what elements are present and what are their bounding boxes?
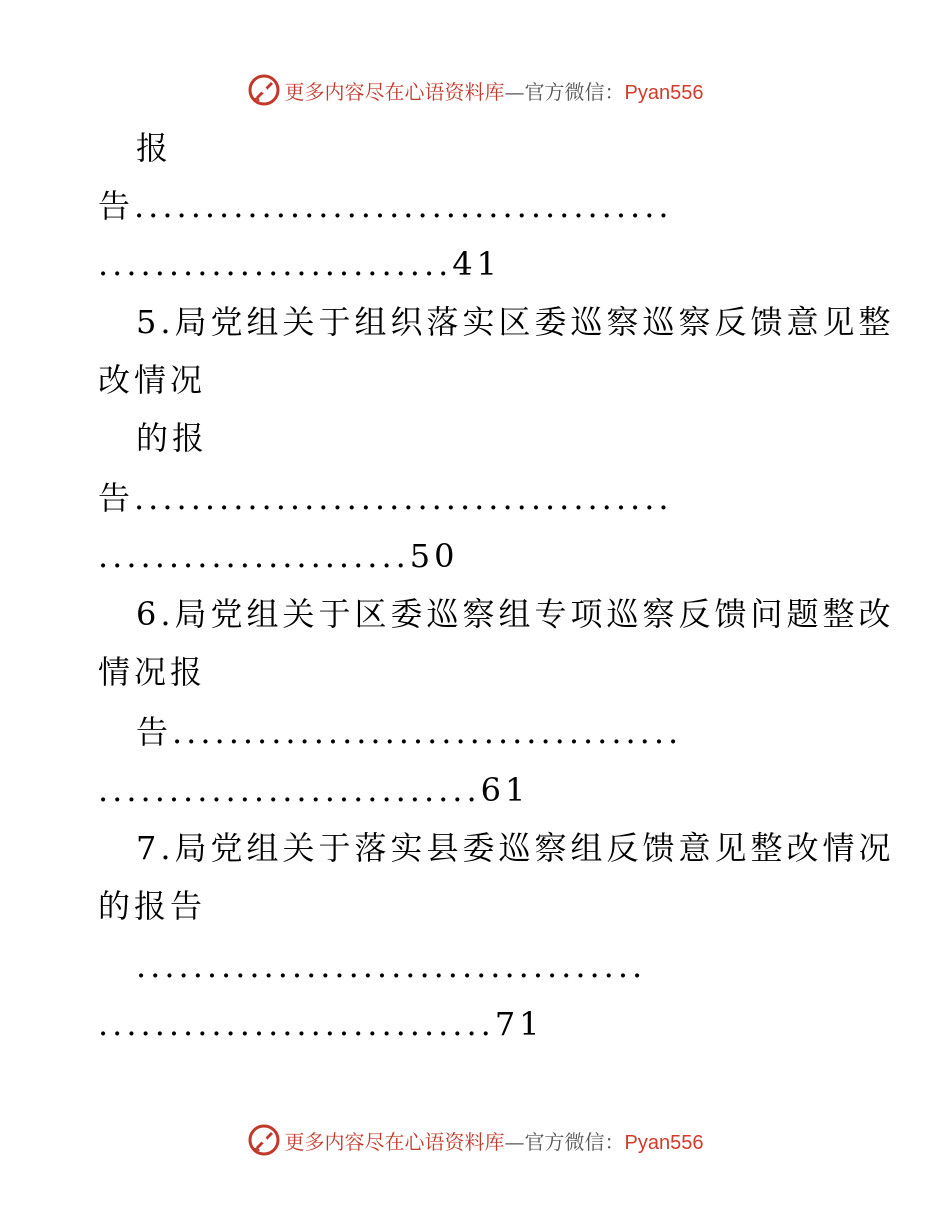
banner-separator: — (504, 79, 525, 104)
toc-entry6-page-line: ...........................61 (98, 771, 530, 809)
banner-wechat-id: Pyan556 (624, 1131, 704, 1154)
toc-entry4-page-line: .........................41 (98, 245, 502, 283)
toc-entry7-title-line2: 的报告 (98, 887, 207, 925)
toc-entry6-title-line2: 情况报 (98, 653, 207, 691)
banner-title: 更多内容尽在心语资料库 (284, 79, 505, 104)
toc-entry5-title-line2: 改情况 (98, 361, 207, 399)
toc-entry5-page-line: ......................50 (98, 537, 459, 575)
toc-entry5-dots-line: 告...................................... (98, 479, 673, 517)
toc-entry7-page-line: ............................71 (98, 1005, 544, 1043)
banner-title: 更多内容尽在心语资料库 (284, 1129, 505, 1154)
banner-wechat-id: Pyan556 (624, 81, 704, 104)
toc-entry5-title-line3: 的报 (136, 419, 209, 457)
footer-banner (0, 1120, 950, 1160)
toc-entry7-title-line1: 7.局党组关于落实县委巡察组反馈意见整改情况 (136, 829, 895, 867)
toc-entry6-dots-line: 告.................................... (136, 713, 683, 751)
quill-pen-logo-icon (247, 73, 281, 107)
header-banner (0, 70, 950, 110)
toc-entry5-title-line1: 5.局党组关于组织落实区委巡察巡察反馈意见整 (136, 303, 895, 341)
toc-entry6-title-line1: 6.局党组关于区委巡察组专项巡察反馈问题整改 (136, 595, 895, 633)
toc-entry7-dots-line: .................................... (136, 947, 647, 985)
quill-pen-logo-icon (247, 1123, 281, 1157)
toc-entry4-line2: 告...................................... (98, 187, 673, 225)
banner-separator: — (504, 1129, 525, 1154)
banner-contact-label: 官方微信： (524, 79, 625, 104)
toc-entry4-line1: 报 (136, 129, 173, 167)
banner-contact-label: 官方微信： (524, 1129, 625, 1154)
